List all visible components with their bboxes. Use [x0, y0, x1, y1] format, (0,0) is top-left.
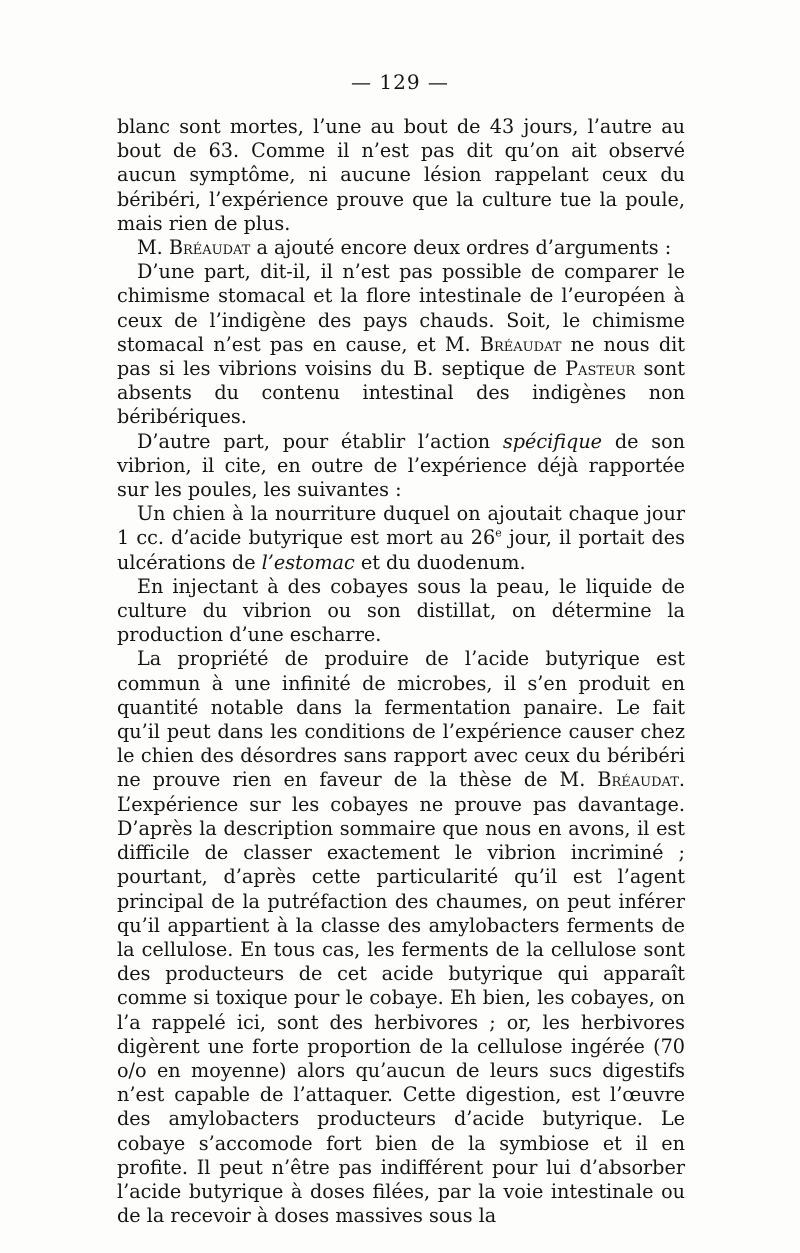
text-run: Un chien à la nourriture duquel on ajoutait chaque jour 1 cc. d’acide butyrique est mort au 26	[117, 502, 685, 550]
text-run: de son vibrion, il cite, en outre de l’expérience déjà rapportée sur les poules, les suivantes :	[117, 429, 685, 502]
paragraph-guinea-pig-experiment	[117, 575, 685, 648]
author-name-breaudat: Bréaudat	[168, 236, 251, 260]
text-run: sont absents du contenu intestinal des indigènes non béribériques.	[117, 357, 685, 429]
paragraph-1-text: blanc sont mortes, l’une au bout de 43 jours, l’autre au bout de 63. Comme il n’est pas dit qu’on ait observé aucun symptôme, ni aucune lésion rappelant ceux du béribéri, l’expérience prouve que la culture tue la poule, mais rien de plus.	[117, 115, 685, 235]
paragraph-dog-experiment	[117, 502, 685, 575]
text-run: D’une part, dit-il, il n’est pas possible de comparer le chimisme stomacal et la flore intestinale de l’européen à ceux de l’indigène des pays chauds. Soit, le chimisme stomacal n’est pas en cause, et M.	[117, 260, 685, 356]
page-number: — 129 —	[351, 70, 449, 94]
body-text	[117, 115, 685, 1228]
text-run: En injectant à des cobayes sous la peau, le liquide de culture du vibrion ou son distillat, on détermine la production d’une escharre.	[117, 574, 685, 647]
paragraph-second-argument	[117, 430, 685, 503]
text-run: M.	[137, 236, 169, 260]
emphasis-specifique: spécifique	[502, 429, 603, 453]
text-run: ne nous dit pas si les vibrions voisins du B. septique de	[117, 332, 685, 381]
ordinal-superscript: e	[495, 527, 502, 541]
text-run: D’autre part, pour établir l’action	[137, 429, 503, 453]
emphasis-estomac: l’estomac	[261, 550, 355, 574]
paragraph-first-argument	[117, 260, 685, 429]
text-run: et du duodenum.	[354, 550, 526, 574]
text-run: jour, il portait des ulcérations de	[117, 526, 685, 574]
paragraph-continuation	[117, 115, 685, 236]
author-name-breaudat: Bréaudat	[479, 332, 562, 356]
text-run: La propriété de produire de l’acide butyrique est commun à une infinité de microbes, il s’en produit en quantité notable dans la fermentation panaire. Le fait qu’il peut dans les conditions de l’expérience causer chez le chien des désordres sans rapport avec ceux du béribéri ne prouve rien en faveur de la thèse de M.	[117, 647, 685, 792]
paragraph-butyric-acid-discussion	[117, 647, 685, 1228]
paragraph-breaudat-arguments	[117, 236, 685, 260]
author-name-breaudat: Bréaudat	[597, 768, 679, 792]
author-name-pasteur: Pasteur	[565, 357, 636, 381]
text-run: a ajouté encore deux ordres d’arguments :	[250, 236, 672, 260]
text-run: . L’expérience sur les cobayes ne prouve pas davantage. D’après la description sommaire que nous en avons, il est difficile de classer exactement le vibrion incriminé ; pourtant, d’après cette particularité qu’il est l’agent principal de la putréfaction des chaumes, on peut inférer qu’il appartient à la classe des amylobacters ferments de la cellulose. En tous cas, les ferments de la cellulose sont des producteurs de cet acide butyrique qui apparaît comme si toxique pour le cobaye. Eh bien, les cobayes, on l’a rappelé ici, sont des herbivores ; or, les herbivores digèrent une forte proportion de la cellulose ingérée (70 o/o en moyenne) alors qu’aucun de leurs sucs digestifs n’est capable de l’attaquer. Cette digestion, est l’œuvre des amylobacters producteurs d’acide butyrique. Le cobaye s’accomode fort bien de la symbiose et il en profite. Il peut n’être pas indifférent pour lui d’absorber l’acide butyrique à doses filées, par la voie intestinale ou de la recevoir à doses massives sous la	[117, 768, 685, 1228]
